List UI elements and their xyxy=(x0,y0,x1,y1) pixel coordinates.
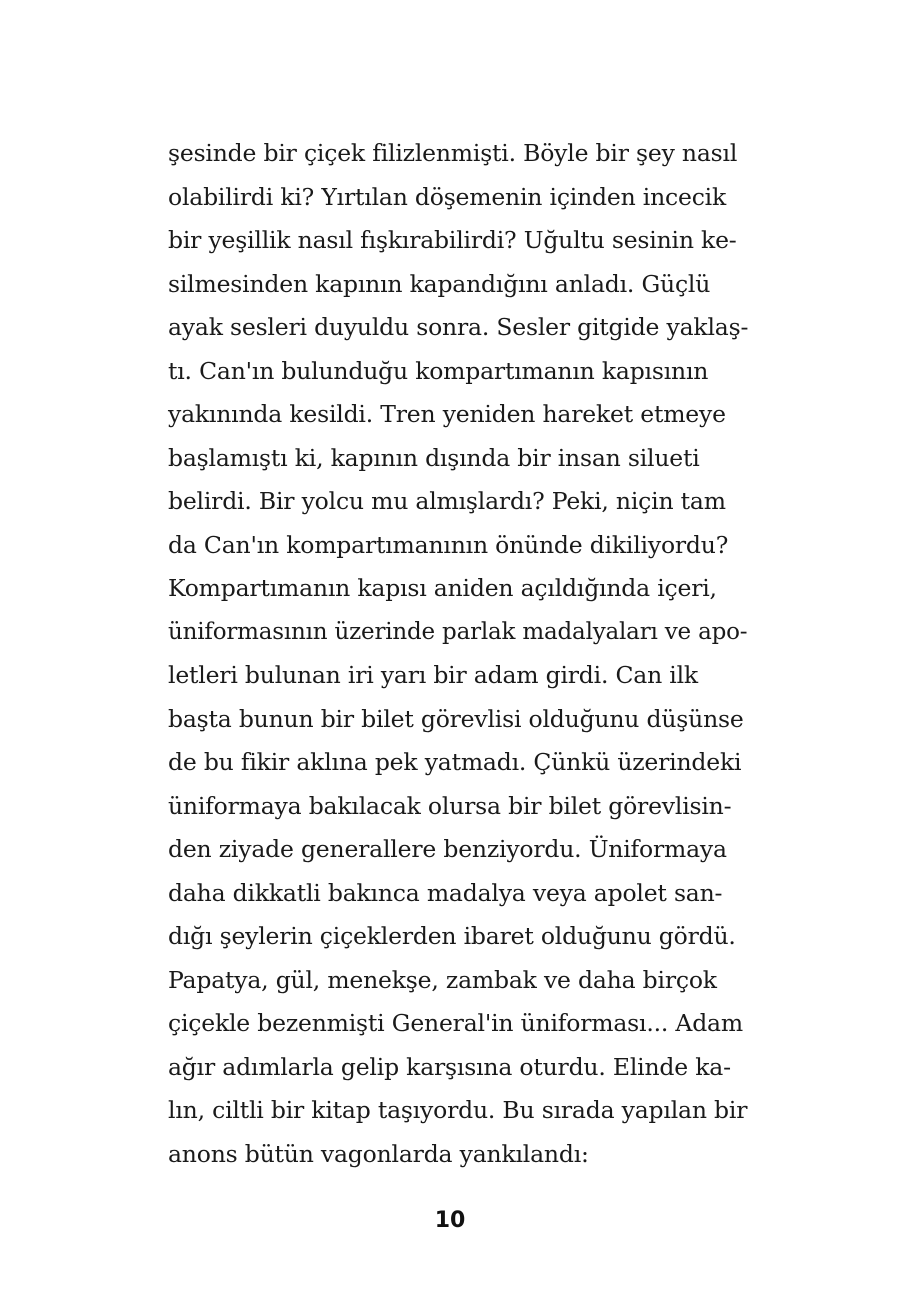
text-line: da Can'ın kompartımanının önünde dikiliyordu? xyxy=(168,530,729,559)
text-line: tı. Can'ın bulunduğu kompartımanın kapısının xyxy=(168,356,709,385)
text-line: de bu fikir aklına pek yatmadı. Çünkü üzerindeki xyxy=(168,748,742,776)
text-line: yakınında kesildi. Tren yeniden hareket etmeye xyxy=(168,400,726,428)
text-line: olabilirdi ki? Yırtılan döşemenin içinden incecik xyxy=(168,182,727,211)
text-line: çiçekle bezenmişti General'in üniforması... Adam xyxy=(168,1009,743,1037)
text-line: başta bunun bir bilet görevlisi olduğunu düşünse xyxy=(168,704,744,733)
text-line: bir yeşillik nasıl fışkırabilirdi? Uğultu sesinin ke- xyxy=(168,226,737,254)
text-line: ağır adımlarla gelip karşısına oturdu. Elinde ka- xyxy=(168,1052,731,1081)
text-line: anons bütün vagonlarda yankılandı: xyxy=(168,1139,589,1168)
text-line: lın, ciltli bir kitap taşıyordu. Bu sırada yapılan bir xyxy=(168,1096,748,1124)
text-line: daha dikkatli bakınca madalya veya apolet san- xyxy=(168,878,723,907)
text-line: letleri bulunan iri yarı bir adam girdi. Can ilk xyxy=(168,661,698,689)
text-line: başlamıştı ki, kapının dışında bir insan silueti xyxy=(168,443,700,472)
text-line: Kompartımanın kapısı aniden açıldığında içeri, xyxy=(168,574,717,602)
text-line: belirdi. Bir yolcu mu almışlardı? Peki, niçin tam xyxy=(168,487,726,515)
page-number: 10 xyxy=(434,1208,466,1233)
text-line: dığı şeylerin çiçeklerden ibaret olduğunu gördü. xyxy=(168,922,736,950)
text-line: ayak sesleri duyuldu sonra. Sesler gitgide yaklaş- xyxy=(168,313,749,341)
text-line: den ziyade generallere benziyordu. Üniformaya xyxy=(168,835,727,863)
text-line: Papatya, gül, menekşe, zambak ve daha birçok xyxy=(168,965,717,994)
text-line: üniformasının üzerinde parlak madalyaları ve apo- xyxy=(168,618,748,645)
text-line: silmesinden kapının kapandığını anladı. Güçlü xyxy=(168,269,711,298)
text-line: üniformaya bakılacak olursa bir bilet görevlisin- xyxy=(168,791,732,820)
body-text xyxy=(168,132,748,1176)
text-line: şesinde bir çiçek filizlenmişti. Böyle bir şey nasıl xyxy=(168,139,738,167)
